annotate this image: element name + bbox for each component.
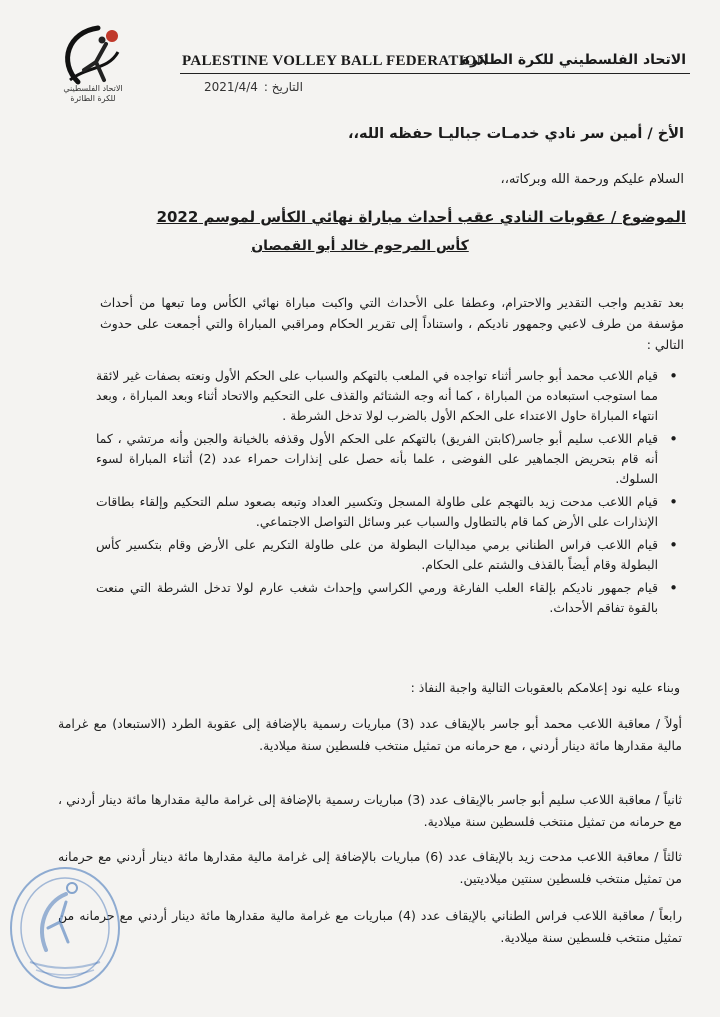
logo-caption: الاتحاد الفلسطيني للكرة الطائرة xyxy=(63,84,123,103)
list-item: • قيام اللاعب سليم أبو جاسر(كابتن الفريق) بالتهكم على الحكم الأول وقذفه بالخيانة والجبن وأنه مرتشي ، كما أنه قام بتحريض الجماهير على الفوضى ، علما بأنه حصل على إنذارات حمراء عدد (2) أثناء المباراة لسوء السلوك. xyxy=(96,429,680,489)
penalty-paragraph: ثانياً / معاقبة اللاعب سليم أبو جاسر بالإيقاف عدد (3) مباريات رسمية بالإضافة إلى غرامة مالية مقدارها مائة دينار أردني ، مع حرمانه من تمثيل منتخب فلسطين سنة ميلادية. xyxy=(58,792,682,829)
incident-list xyxy=(96,366,680,621)
penalty-paragraph: رابعاً / معاقبة اللاعب فراس الطناني بالإيقاف عدد (4) مباريات مع غرامة مالية مقدارها مائة دينار أردني مع حرمانه من تمثيل منتخب فلسطين سنة ميلادية. xyxy=(58,908,682,945)
intro-paragraph: بعد تقديم واجب التقدير والاحترام، وعطفا على الأحداث التي واكبت مباراة نهائي الكأس وما تبعها من أحداث مؤسفة من طرف لاعبي وجمهور ناديكم ، واستناداً إلى تقرير الحكام ومراقبي المباراة والتي أجمعت على حدوث التالي : xyxy=(100,295,684,352)
greeting: السلام عليكم ورحمة الله وبركاته،، xyxy=(500,172,684,187)
header-divider xyxy=(180,73,690,74)
federation-title-en: PALESTINE VOLLEY BALL FEDERATION xyxy=(182,53,488,69)
list-item: • قيام اللاعب محمد أبو جاسر أثناء تواجده في الملعب بالتهكم والسباب على الحكم الأول ونعته بصفات غير لائقة مما استوجب استبعاده من المباراة ، كما أنه وجه الشتائم والقذف على التحكيم والاتحاد أثناء وبعد المباراة ، وبعد انتهاء المباراة حاول الاعتداء على الحكم الأول بالضرب لولا تدخل الشرطة . xyxy=(96,366,680,426)
penalty-paragraph: أولاً / معاقبة اللاعب محمد أبو جاسر بالإيقاف عدد (3) مباريات رسمية بالإضافة إلى عقوبة الطرد (الاستبعاد) مع غرامة مالية مقدارها مائة دينار أردني ، مع حرمانه من تمثيل منتخب فلسطين سنة ميلادية. xyxy=(58,716,682,753)
federation-stamp-icon xyxy=(6,862,124,994)
subject-line: الموضوع / عقوبات النادي عقب أحداث مباراة نهائي الكأس لموسم 2022 xyxy=(156,208,686,226)
letter-date xyxy=(204,80,303,94)
list-item: • قيام اللاعب مدحت زيد بالتهجم على طاولة المسجل وتكسير العداد وتبعه بصعود سلم التحكيم وإلقاء بطاقات الإنذارات على الأرض كما قام بالتطاول والسباب عبر وسائل التواصل الاجتماعي. xyxy=(96,492,680,532)
date-value: 2021/4/4 xyxy=(204,80,258,94)
date-label: التاريخ : xyxy=(263,80,303,94)
federation-title-ar: الاتحاد الفلسطيني للكرة الطائرة xyxy=(461,52,686,68)
penalty-paragraph: ثالثاً / معاقبة اللاعب مدحت زيد بالإيقاف عدد (6) مباريات بالإضافة إلى غرامة مالية مقدارها مائة دينار أردني مع حرمانه من تمثيل منتخب فلسطين سنتين ميلاديتين. xyxy=(58,849,682,886)
list-item: • قيام اللاعب فراس الطناني برمي ميداليات البطولة من على طاولة التكريم على الأرض وقام بتكسير كأس البطولة وقام أيضاً بالقذف والشتم على الحكام. xyxy=(96,535,680,575)
transition-line: وبناء عليه نود إعلامكم بالعقوبات التالية واجبة النفاذ : xyxy=(410,680,680,695)
subject-line-2: كأس المرحوم خالد أبو القمصان xyxy=(251,238,469,254)
addressee: الأخ / أمين سر نادي خدمـات جباليـا حفظه الله،، xyxy=(347,126,684,142)
list-item: • قيام جمهور ناديكم بإلقاء العلب الفارغة ورمي الكراسي وإحداث شغب عارم لولا تدخل الشرطة التي منعت بالقوة تفاقم الأحداث. xyxy=(96,578,680,618)
